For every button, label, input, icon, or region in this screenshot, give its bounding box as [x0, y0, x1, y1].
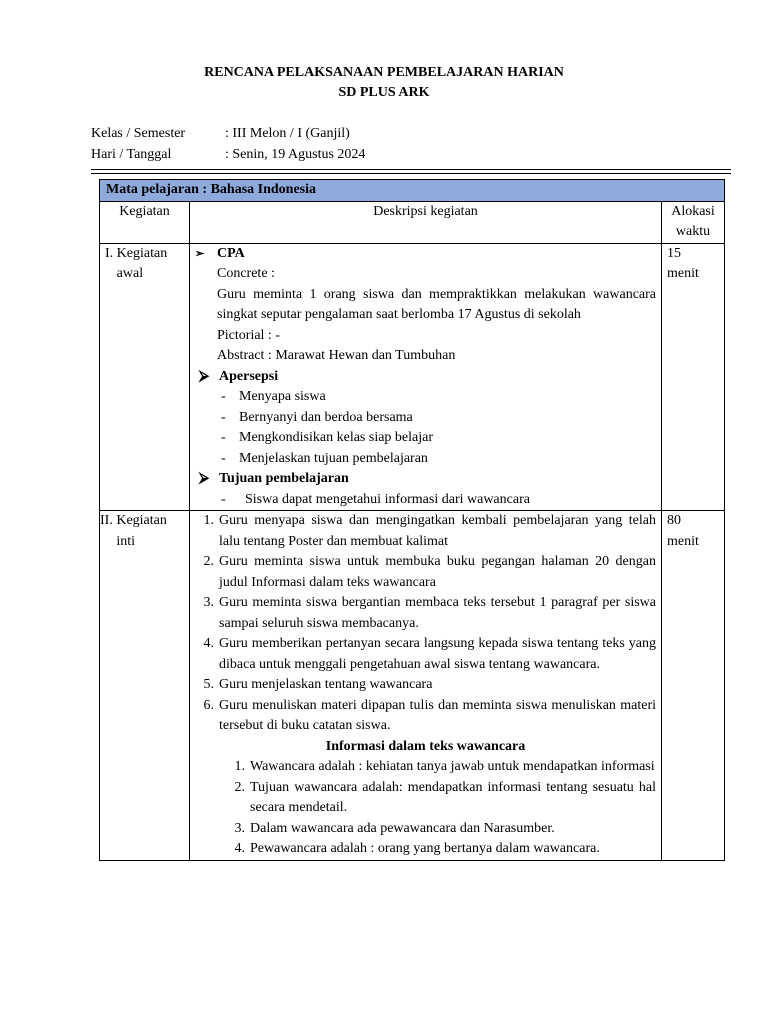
description-cell — [190, 511, 662, 861]
time-unit: menit — [667, 533, 699, 549]
list-item: 6. Guru menuliskan materi dipapan tulis dan meminta siswa menuliskan materi tersebut di buku catatan siswa. — [203, 697, 656, 733]
list-item: 5. Guru menjelaskan tentang wawancara — [203, 677, 433, 692]
day-date-value: : Senin, 19 Agustus 2024 — [225, 147, 366, 162]
list-item: 2. Tujuan wawancara adalah: mendapatkan informasi tentang sesuatu hal secara mendetail. — [234, 779, 656, 815]
subject-row — [100, 180, 725, 202]
list-item: 1. Wawancara adalah : kehiatan tanya jawab untuk mendapatkan informasi — [234, 759, 655, 774]
time-cell — [662, 511, 725, 861]
activity-row-core — [100, 511, 725, 861]
activity-label-cell — [100, 243, 190, 511]
day-date-label: Hari / Tanggal — [91, 147, 172, 162]
list-item: 4. Pewawancara adalah : orang yang bertanya dalam wawancara. — [234, 841, 600, 856]
column-header-activity: Kegiatan — [100, 201, 190, 243]
list-item: 2. Guru meminta siswa untuk membuka buku pegangan halaman 20 dengan judul Informasi dalam teks wawancara — [203, 554, 656, 590]
time-unit: menit — [667, 266, 699, 281]
class-semester-label: Kelas / Semester — [91, 126, 186, 141]
cpa-pictorial: Pictorial : - — [217, 327, 280, 343]
activity-row-opening — [100, 243, 725, 511]
cpa-abstract: Abstract : Marawat Hewan dan Tumbuhan — [217, 348, 456, 363]
arrow-bullet-icon: ➢ — [195, 247, 205, 260]
description-cell — [190, 243, 662, 511]
time-cell — [662, 243, 725, 511]
divider-line — [91, 169, 731, 170]
list-item: 4. Guru memberikan pertanyan secara langsung kepada siswa tentang teks yang dibaca untuk menggali pengetahuan awal siswa tentang wawancara. — [203, 636, 656, 672]
activity-number: II. — [100, 513, 113, 528]
document-title: RENCANA PELAKSANAAN PEMBELAJARAN HARIAN — [204, 65, 564, 80]
header-row — [100, 201, 725, 243]
column-header-time: Alokasi waktu — [662, 201, 725, 243]
list-item: 1. Guru menyapa siswa dan mengingatkan kembali pembelajaran yang telah lalu tentang Poster dan membuat kalimat — [203, 513, 656, 549]
divider-line — [91, 173, 731, 174]
class-semester-row — [91, 126, 350, 142]
list-item: - Menjelaskan tujuan pembelajaran — [221, 450, 428, 466]
section-heading-apersepsi: ⮚ Apersepsi — [195, 367, 656, 388]
school-name: SD PLUS ARK — [338, 85, 430, 100]
activity-number: I. — [105, 245, 114, 261]
column-header-description: Deskripsi kegiatan — [190, 201, 662, 243]
lesson-plan-table — [99, 179, 725, 861]
list-item: - Bernyanyi dan berdoa bersama — [221, 409, 413, 425]
time-value: 80 — [667, 513, 681, 528]
time-value: 15 — [667, 245, 681, 261]
cpa-concrete-label: Concrete : — [217, 266, 275, 281]
list-item: - Mengkondisikan kelas siap belajar — [221, 430, 434, 445]
material-title: Informasi dalam teks wawancara — [325, 738, 526, 754]
arrow-bullet-icon: ⮚ — [199, 368, 209, 384]
list-item: 3. Dalam wawancara ada pewawancara dan Narasumber. — [234, 820, 555, 836]
arrow-bullet-icon: ⮚ — [199, 471, 209, 486]
list-item: 3. Guru meminta siswa bergantian membaca teks tersebut 1 paragraf per siswa sampai seluruh siswa membacanya. — [203, 595, 656, 631]
activity-label-cell — [100, 511, 190, 861]
list-item: - Siswa dapat mengetahui informasi dari wawancara — [221, 491, 530, 507]
activity-label: Kegiatan awal — [116, 245, 168, 281]
class-semester-value: : III Melon / I (Ganjil) — [225, 126, 350, 141]
list-item: - Menyapa siswa — [221, 389, 326, 404]
activity-label: Kegiatan inti — [116, 513, 167, 549]
subject-cell: Mata pelajaran : Bahasa Indonesia — [100, 180, 725, 202]
cpa-concrete-text: Guru meminta 1 orang siswa dan mempraktikkan melakukan wawancara singkat seputar pengalaman saat berlomba 17 Agustus di sekolah — [217, 286, 656, 322]
section-heading-cpa: ➢ CPA — [195, 244, 656, 265]
day-date-row — [91, 147, 365, 163]
section-heading-tujuan: ⮚ Tujuan pembelajaran — [195, 469, 656, 490]
